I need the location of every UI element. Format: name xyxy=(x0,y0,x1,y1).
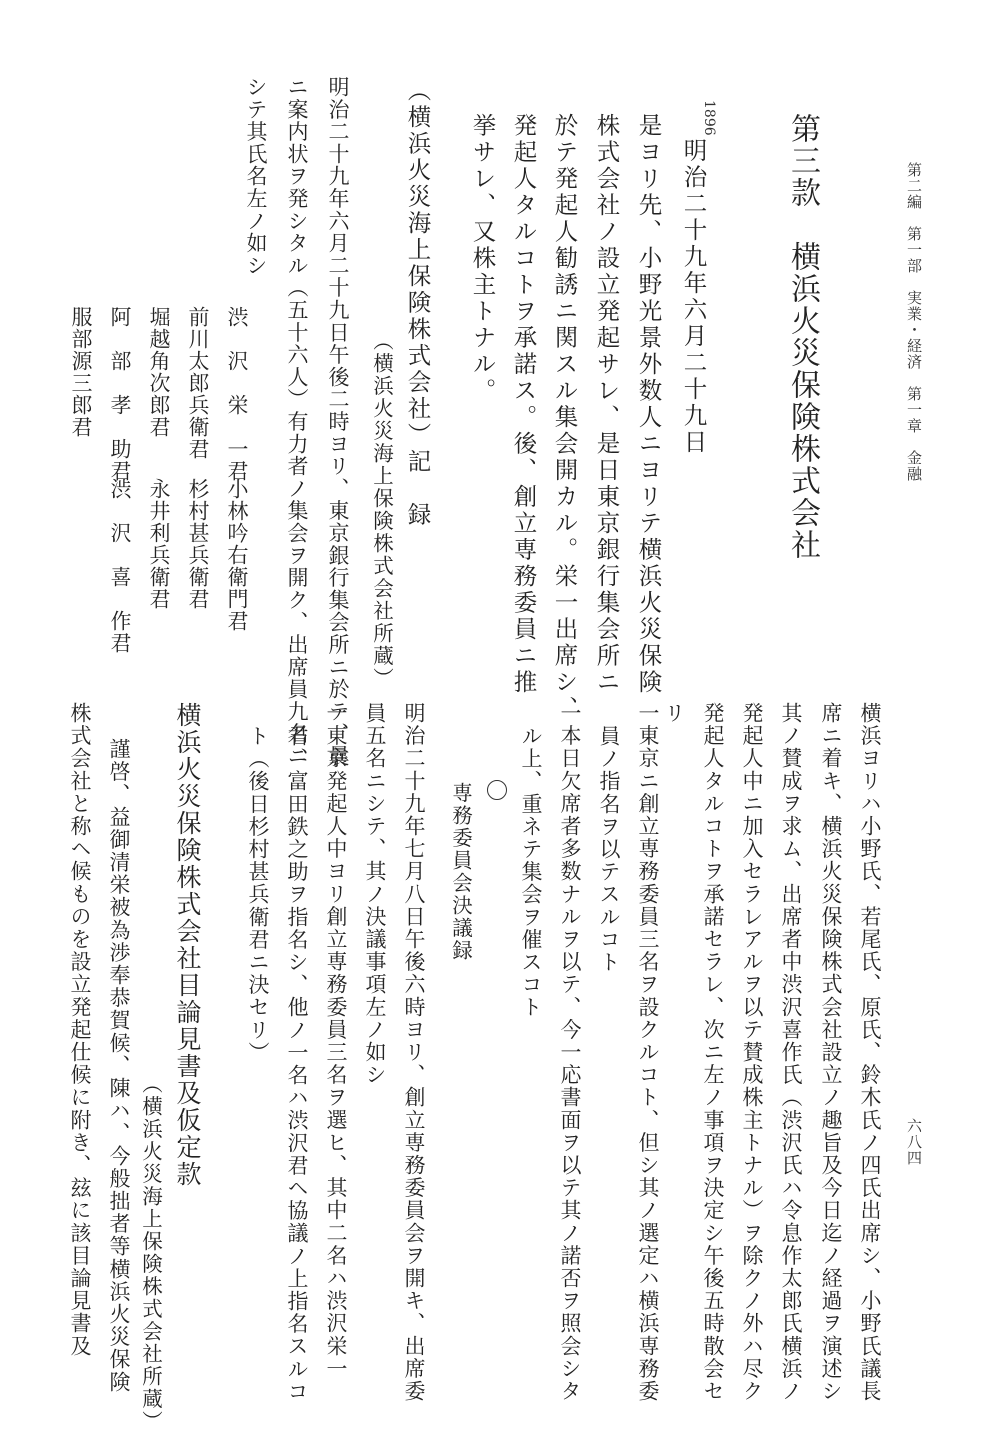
intro-line: 是ヨリ先、小野光景外数人ニヨリテ横浜火災保険 xyxy=(634,113,663,696)
attendee-name: 杉村甚兵衛君 xyxy=(186,478,210,610)
attendee-name: 永井利兵衛君 xyxy=(147,478,171,610)
intro-line: 株式会社ノ設立発起サレ、是日東京銀行集会所ニ xyxy=(592,113,621,696)
attendee-name: 渋 沢 喜 作君 xyxy=(108,478,132,654)
year-western: 1896 xyxy=(701,100,717,136)
intro-line: 於テ発起人勧誘ニ関スル集会開カル。栄一出席シ、 xyxy=(550,113,579,723)
doc2-line: 謹啓、益御清栄被為渉奉恭賀候、陳ハ、今般拙者等横浜火災保険 xyxy=(107,738,131,1394)
attendee-name: 前川太郎兵衛君 xyxy=(186,306,210,460)
resolution-line: 一本日欠席者多数ナルヲ以テ、今一応書面ヲ以テ其ノ諾否ヲ照会シタ xyxy=(558,702,582,1403)
attendee-name: 服部源三郎君 xyxy=(69,306,93,438)
minutes-line: ト（後日杉村甚兵衛君ニ決セリ） xyxy=(246,725,270,1064)
source-heading: （横浜火災海上保険株式会社）記 録 xyxy=(403,78,432,529)
doc2-title: 横浜火災保険株式会社目論見書及仮定款 xyxy=(173,702,202,1188)
record-line: ニ案内状ヲ発シタル（五十六人）有力者ノ集会ヲ開ク、出席員九名ニ xyxy=(285,76,309,768)
record-line: 発起人中ニ加入セラレアルヲ以テ賛成株主トナル）ヲ除クノ外ハ尽ク xyxy=(740,702,764,1403)
attendee-name: 阿 部 孝 助君 xyxy=(108,306,132,482)
attendee-name: 渋 沢 栄 一君 xyxy=(225,306,249,482)
minutes-line: 君、富田鉄之助ヲ指名シ、他ノ一名ハ渋沢君ヘ協議ノ上指名スルコ xyxy=(285,725,309,1403)
resolution-line: 一東京ニ創立専務委員三名ヲ設クルコト、但シ其ノ選定ハ横浜専務委 xyxy=(636,702,660,1403)
record-line: 横浜ヨリハ小野氏、若尾氏、原氏、鈴木氏ノ四氏出席シ、小野氏議長 xyxy=(858,702,882,1403)
doc2-owner: （横浜火災海上保険株式会社所蔵） xyxy=(138,1073,163,1433)
page-number: 六八四 xyxy=(905,1118,923,1166)
record-line: 発起人タルコトヲ承諾セラレ、次ニ左ノ事項ヲ決定シ午後五時散会セ xyxy=(701,702,725,1403)
intro-line: 挙サレ、又株主トナル。 xyxy=(468,113,497,405)
minutes-line: 員五名ニシテ、其ノ決議事項左ノ如シ xyxy=(363,702,387,1087)
record-line: 其ノ賛成ヲ求ム、出席者中渋沢喜作氏（渋沢氏ハ令息作太郎氏横浜ノ xyxy=(779,702,803,1403)
minutes-line: 一東京発起人中ヨリ創立専務委員三名ヲ選ヒ、其中二名ハ渋沢栄一 xyxy=(324,702,348,1380)
source-owner: （横浜火災海上保険株式会社所蔵） xyxy=(369,330,394,690)
resolution-line: 員ノ指名ヲ以テスルコト xyxy=(597,725,621,974)
record-line: 明治二十九年六月二十九日午後二時ヨリ、東京銀行集会所ニ於テ、曩 xyxy=(326,76,350,768)
intro-line: 発起人タルコトヲ承諾ス。後、創立専務委員ニ推 xyxy=(509,113,538,696)
record-line: 席ニ着キ、横浜火災保険株式会社設立ノ趣旨及今日迄ノ経過ヲ演述シ xyxy=(819,702,843,1403)
attendee-name: 堀越角次郎君 xyxy=(147,306,171,438)
section-date: 明治二十九年六月二十九日 xyxy=(679,138,708,456)
running-head: 第二編 第一部 実業・経済 第一章 金融 xyxy=(905,162,923,482)
doc2-line: 株式会社と称ヘ候ものを設立発起仕候に附き、玆に該目論見書及 xyxy=(68,702,92,1358)
record-line: シテ其氏名左ノ如シ xyxy=(244,76,268,277)
resolution-line: ル上、重ネテ集会ヲ催スコト xyxy=(519,725,543,1019)
section-title: 第三款 横浜火災保険株式会社 xyxy=(785,113,820,561)
minutes-line: 明治二十九年七月八日午後六時ヨリ、創立専務委員会ヲ開キ、出席委 xyxy=(402,702,426,1403)
record-line: リ xyxy=(662,702,686,724)
attendee-name: 小林吟右衛門君 xyxy=(225,478,249,632)
minutes-heading: 専務委員会決議録 xyxy=(448,782,473,962)
section-divider-circle xyxy=(487,780,507,800)
